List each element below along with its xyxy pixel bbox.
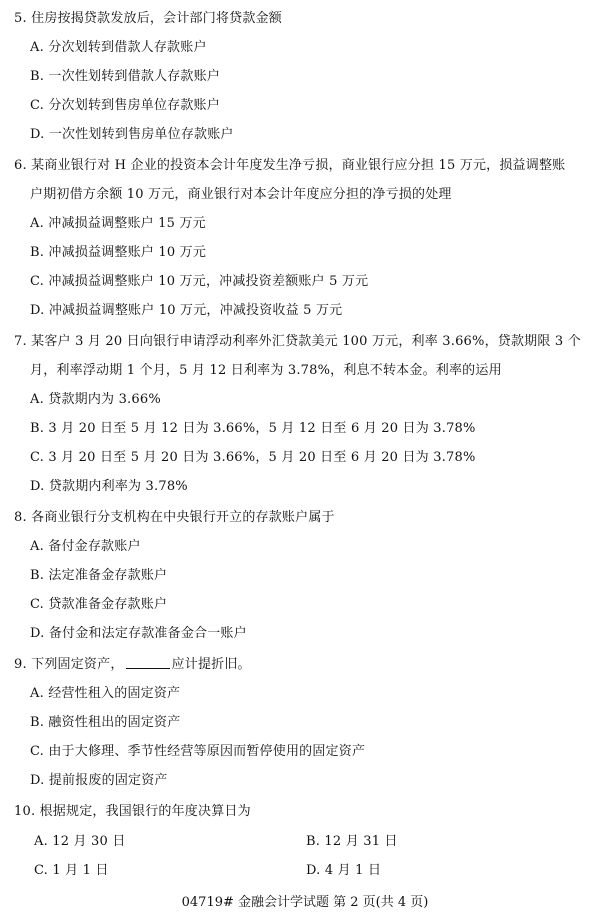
question-8-option-d: D. 备付金和法定存款准备金合一账户 (30, 626, 247, 641)
question-6-option-d: D. 冲减损益调整账户 10 万元，冲减投资收益 5 万元 (30, 303, 343, 318)
question-10-option-d: D. 4 月 1 日 (306, 863, 382, 878)
question-7-option-c: C. 3 月 20 日至 5 月 20 日为 3.66%，5 月 20 日至 6 月 20 日为 3.78% (30, 450, 476, 465)
question-10-option-b: B. 12 月 31 日 (306, 834, 398, 849)
question-9-option-d: D. 提前报废的固定资产 (30, 773, 168, 788)
question-9-option-c: C. 由于大修理、季节性经营等原因而暂停使用的固定资产 (30, 744, 366, 759)
question-9-option-a: A. 经营性租入的固定资产 (30, 686, 181, 701)
question-5-option-c: C. 分次划转到售房单位存款账户 (30, 98, 220, 113)
question-8-option-a: A. 备付金存款账户 (30, 539, 141, 554)
question-5-option-b: B. 一次性划转到借款人存款账户 (30, 69, 221, 84)
question-5-stem: 5. 住房按揭贷款发放后，会计部门将贷款金额 (14, 11, 282, 26)
question-7-option-b: B. 3 月 20 日至 5 月 12 日为 3.66%，5 月 12 日至 6 月 20 日为 3.78% (30, 421, 476, 436)
question-6-stem-line-2: 户期初借方余额 10 万元，商业银行对本会计年度应分担的净亏损的处理 (30, 187, 452, 202)
question-9-stem-before-blank: 9. 下列固定资产， (14, 657, 124, 672)
page-footer: 04719# 金融会计学试题 第 2 页(共 4 页) (181, 895, 429, 910)
answer-blank (126, 656, 170, 669)
question-7-option-a: A. 贷款期内为 3.66% (30, 392, 161, 407)
question-6-stem-line-1: 6. 某商业银行对 H 企业的投资本会计年度发生净亏损，商业银行应分担 15 万元，损益调整账 (14, 158, 566, 173)
question-10-stem: 10. 根据规定，我国银行的年度决算日为 (14, 804, 251, 819)
question-8-option-b: B. 法定准备金存款账户 (30, 568, 168, 583)
question-9-option-b: B. 融资性租出的固定资产 (30, 715, 181, 730)
question-7-stem-line-1: 7. 某客户 3 月 20 日向银行申请浮动利率外汇贷款美元 100 万元，利率 3.66%，贷款期限 3 个 (14, 334, 581, 349)
question-9-stem-after-blank: 应计提折旧。 (171, 657, 251, 672)
question-6-option-a: A. 冲减损益调整账户 15 万元 (30, 216, 206, 231)
question-7-option-d: D. 贷款期内利率为 3.78% (30, 479, 188, 494)
question-6-option-b: B. 冲减损益调整账户 10 万元 (30, 245, 207, 260)
question-7-stem-line-2: 月，利率浮动期 1 个月，5 月 12 日利率为 3.78%，利息不转本金。利率的运用 (30, 363, 502, 378)
question-10-option-a: A. 12 月 30 日 (34, 834, 126, 849)
question-10-option-c: C. 1 月 1 日 (34, 863, 109, 878)
question-8-option-c: C. 贷款准备金存款账户 (30, 597, 168, 612)
question-9-stem (14, 656, 251, 674)
question-6-option-c: C. 冲减损益调整账户 10 万元，冲减投资差额账户 5 万元 (30, 274, 369, 289)
question-8-stem: 8. 各商业银行分支机构在中央银行开立的存款账户属于 (14, 510, 335, 525)
question-5-option-a: A. 分次划转到借款人存款账户 (30, 40, 207, 55)
question-5-option-d: D. 一次性划转到售房单位存款账户 (30, 127, 234, 142)
